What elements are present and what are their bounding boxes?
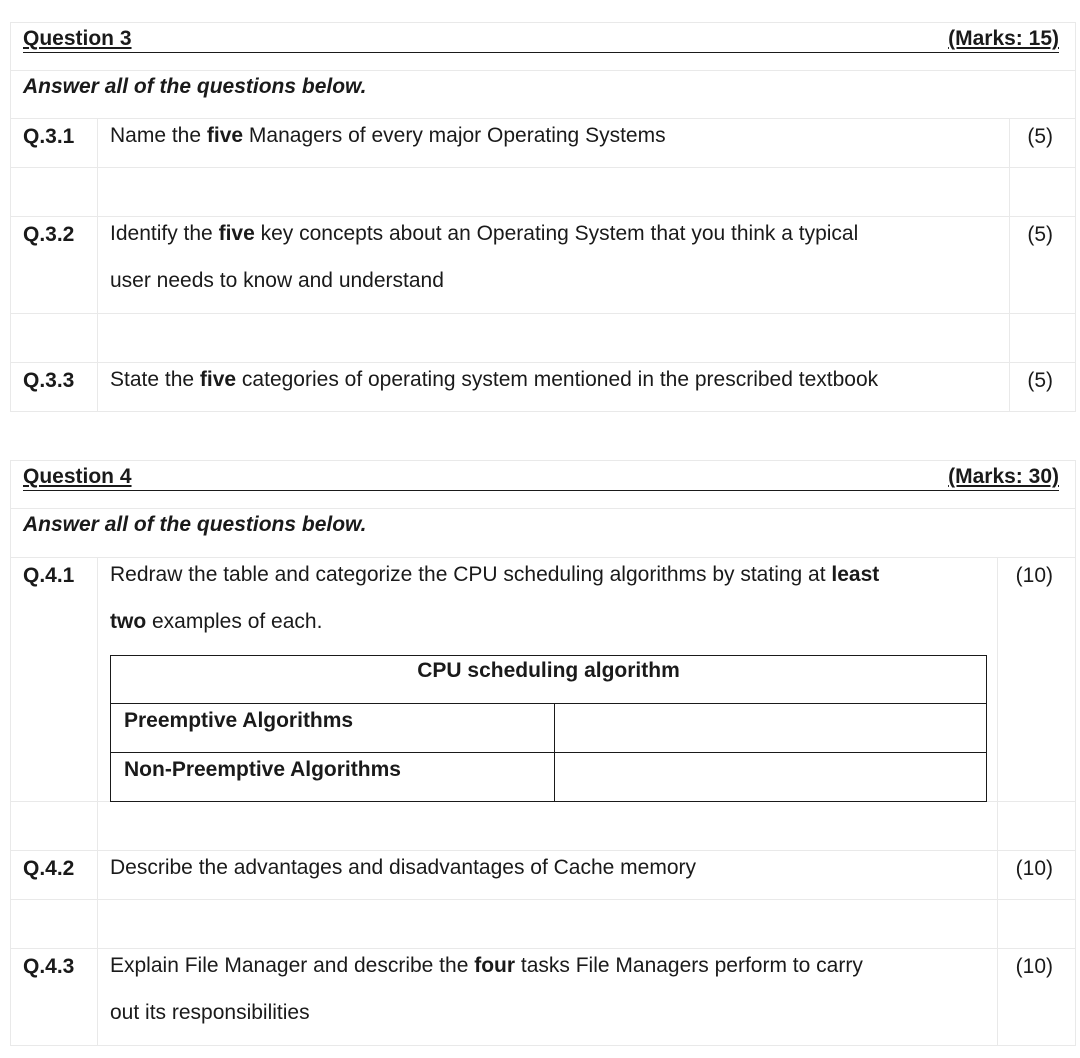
question-4-title: Question 4 xyxy=(23,465,132,488)
row-label: Preemptive Algorithms xyxy=(124,709,354,732)
question-marks: (5) xyxy=(1027,125,1053,148)
question-marks: (10) xyxy=(1015,955,1053,978)
question-3-title: Question 3 xyxy=(23,27,132,50)
question-3-header xyxy=(11,23,1075,71)
question-marks: (5) xyxy=(1027,223,1053,246)
question-number: Q.4.2 xyxy=(23,857,75,880)
question-row xyxy=(11,363,1075,412)
question-marks: (10) xyxy=(1015,857,1053,880)
table-row xyxy=(111,704,986,753)
question-4-marks: (Marks: 30) xyxy=(948,465,1059,488)
question-text: Explain File Manager and describe the four tasks File Managers perform to carry out its responsibilities xyxy=(110,954,863,1024)
empty-cell xyxy=(554,753,986,802)
question-text: State the five categories of operating system mentioned in the prescribed textbook xyxy=(110,368,879,391)
question-row xyxy=(11,217,1075,314)
cpu-table-header xyxy=(111,656,986,704)
question-text: Name the five Managers of every major Operating Systems xyxy=(110,124,666,147)
question-text: Redraw the table and categorize the CPU scheduling algorithms by stating at least two examples of each. xyxy=(110,563,880,633)
question-number: Q.3.3 xyxy=(23,369,75,392)
question-3-marks: (Marks: 15) xyxy=(948,27,1059,50)
question-row xyxy=(11,949,1075,1045)
header-underline xyxy=(23,52,1059,53)
question-4-section xyxy=(10,460,1076,1046)
question-number: Q.4.3 xyxy=(23,955,75,978)
question-row xyxy=(11,119,1075,168)
question-text: Identify the five key concepts about an Operating System that you think a typical user needs to know and understand xyxy=(110,222,859,292)
row-label: Non-Preemptive Algorithms xyxy=(124,758,401,781)
empty-cell xyxy=(554,704,986,752)
cpu-scheduling-table xyxy=(110,655,987,802)
question-3-instruction: Answer all of the questions below. xyxy=(23,75,367,98)
question-number: Q.3.2 xyxy=(23,223,75,246)
question-text: Describe the advantages and disadvantages of Cache memory xyxy=(110,856,697,879)
header-underline xyxy=(23,490,1059,491)
question-marks: (10) xyxy=(1015,564,1053,587)
question-3-section xyxy=(10,22,1076,412)
question-row xyxy=(11,851,1075,900)
question-4-header xyxy=(11,461,1075,509)
question-4-instruction: Answer all of the questions below. xyxy=(23,513,367,536)
question-number: Q.3.1 xyxy=(23,125,75,148)
table-row xyxy=(111,753,986,802)
question-number: Q.4.1 xyxy=(23,564,75,587)
cpu-table-header-text: CPU scheduling algorithm xyxy=(417,659,680,682)
question-marks: (5) xyxy=(1027,369,1053,392)
